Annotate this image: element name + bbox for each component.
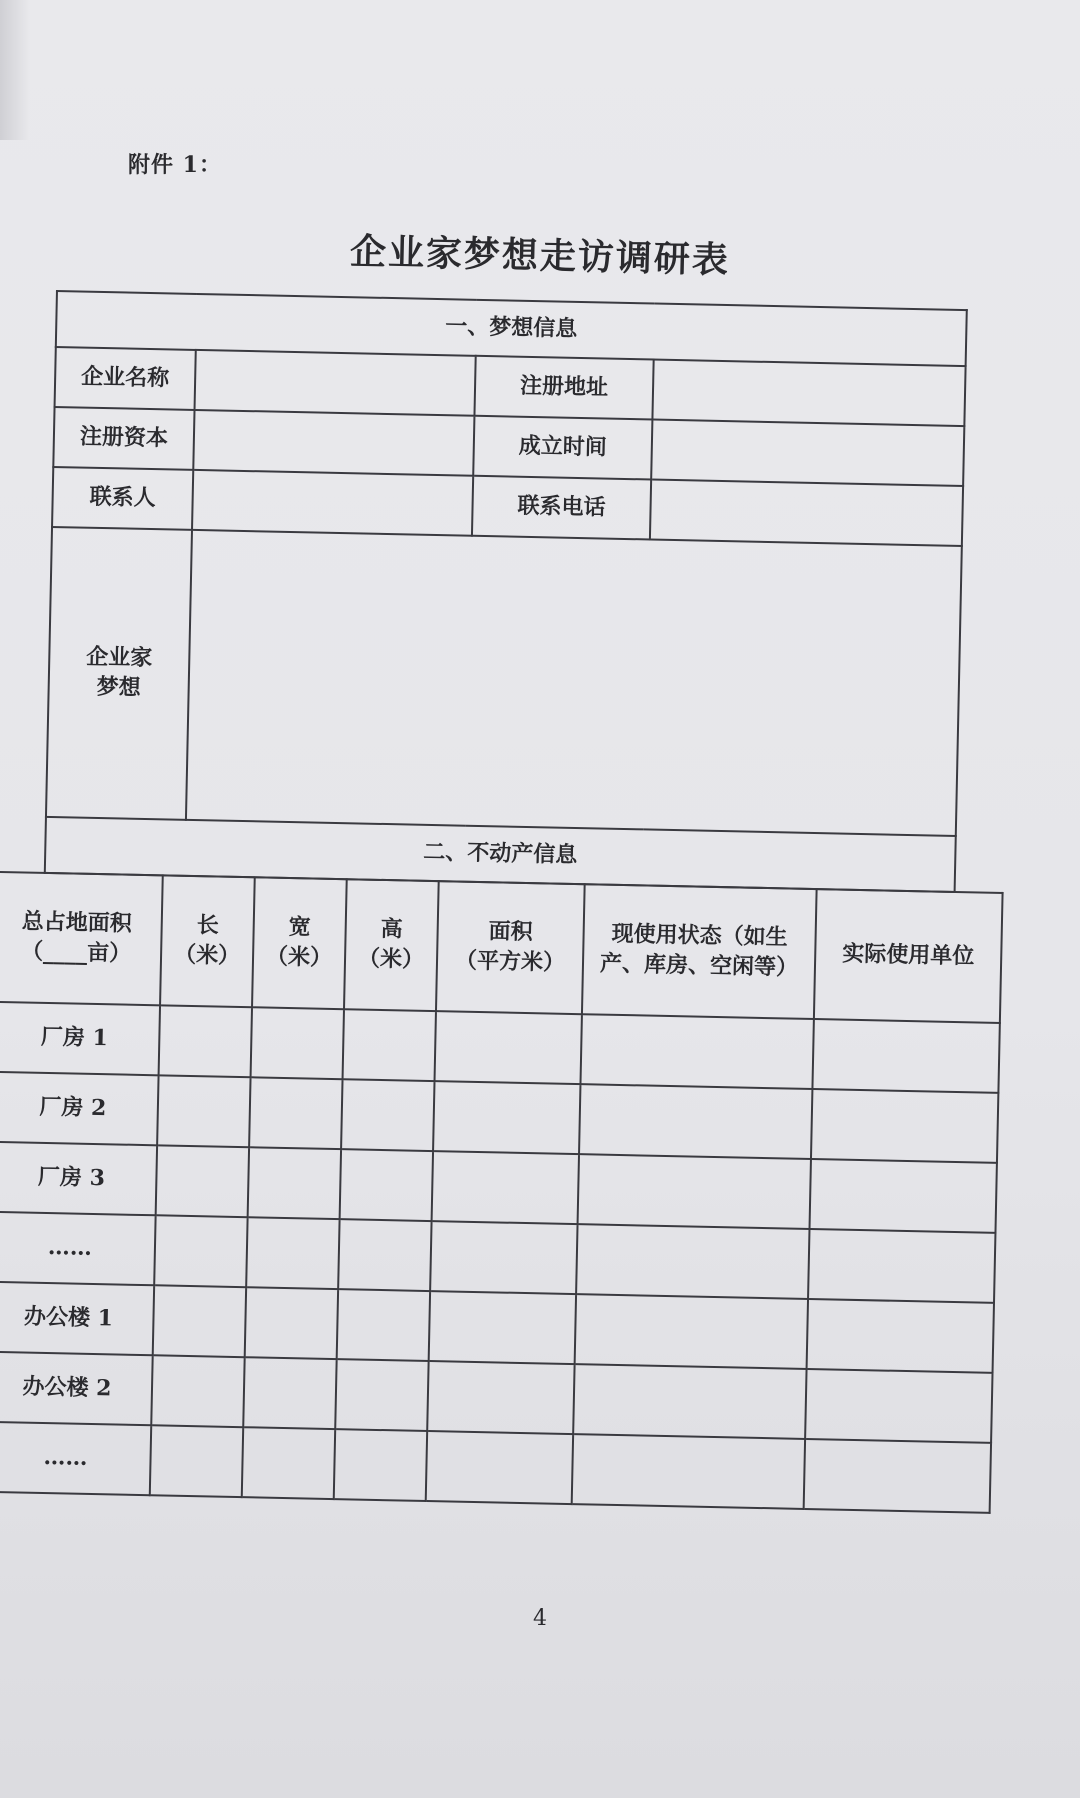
row-label: 办公楼 1: [0, 1282, 154, 1356]
phone-field[interactable]: [650, 480, 963, 547]
height-cell[interactable]: [343, 1009, 436, 1081]
length-cell[interactable]: [159, 1005, 252, 1077]
row-label: 厂房 3: [0, 1142, 157, 1216]
header-area: [436, 881, 585, 1014]
height-cell[interactable]: [340, 1149, 433, 1221]
reg-address-label: 注册地址: [474, 356, 653, 420]
height-cell[interactable]: [335, 1359, 428, 1431]
height-cell[interactable]: [337, 1289, 430, 1361]
header-total-area: [0, 872, 163, 1006]
header-status: [582, 884, 817, 1019]
row-label: 办公楼 2: [0, 1352, 153, 1426]
header-area-line1: 面积: [488, 918, 533, 946]
dream-field[interactable]: [186, 530, 962, 836]
header-unit: 实际使用单位: [814, 889, 1003, 1023]
unit-cell[interactable]: [810, 1159, 997, 1233]
established-label: 成立时间: [473, 416, 652, 480]
section2-heading: 二、不动产信息: [45, 817, 956, 892]
real-estate-table: [0, 871, 1004, 1514]
status-cell[interactable]: [576, 1224, 809, 1299]
height-cell[interactable]: [338, 1219, 431, 1291]
unit-cell[interactable]: [808, 1229, 995, 1303]
unit-cell[interactable]: [807, 1299, 994, 1373]
area-cell[interactable]: [432, 1151, 579, 1224]
status-cell[interactable]: [580, 1014, 813, 1089]
unit-cell[interactable]: [805, 1369, 992, 1443]
header-area-line2: （平方米）: [454, 947, 566, 976]
width-cell[interactable]: [243, 1357, 336, 1429]
length-cell[interactable]: [150, 1425, 243, 1497]
company-name-label: 企业名称: [55, 347, 196, 410]
header-total-area-line1: 总占地面积: [21, 908, 133, 938]
dream-label: [46, 527, 192, 820]
page-curl-shadow: [0, 0, 30, 140]
header-length: [160, 875, 255, 1007]
header-width-line1: 宽: [288, 914, 311, 941]
document-title: 企业家梦想走访调研表: [349, 230, 731, 282]
reg-capital-label: 注册资本: [53, 407, 194, 470]
height-cell[interactable]: [334, 1429, 427, 1501]
header-total-area-line2: （____亩）: [20, 938, 132, 967]
width-cell[interactable]: [246, 1217, 339, 1289]
header-width: [252, 877, 347, 1009]
status-cell[interactable]: [578, 1154, 811, 1229]
width-cell[interactable]: [249, 1077, 342, 1149]
established-field[interactable]: [651, 420, 964, 487]
unit-cell[interactable]: [804, 1439, 991, 1513]
length-cell[interactable]: [157, 1075, 250, 1147]
header-height: [344, 879, 439, 1011]
length-cell[interactable]: [154, 1215, 247, 1287]
survey-form: [20, 290, 1016, 1514]
header-height-line1: 高: [380, 916, 403, 943]
section1-heading: 一、梦想信息: [56, 291, 967, 366]
contact-field[interactable]: [192, 470, 473, 536]
height-cell[interactable]: [341, 1079, 434, 1151]
dream-info-table: [44, 290, 968, 893]
row-label: 厂房 1: [0, 1002, 160, 1076]
page-number: 4: [533, 1606, 547, 1631]
contact-label: 联系人: [52, 467, 193, 530]
reg-address-field[interactable]: [652, 360, 965, 427]
width-cell[interactable]: [251, 1007, 344, 1079]
dream-label-line2: 梦想: [96, 673, 141, 701]
area-cell[interactable]: [433, 1081, 580, 1154]
area-cell[interactable]: [426, 1431, 573, 1504]
width-cell[interactable]: [245, 1287, 338, 1359]
unit-cell[interactable]: [811, 1089, 998, 1163]
width-cell[interactable]: [242, 1427, 335, 1499]
header-status-line2: 产、库房、空闲等）: [599, 950, 799, 981]
unit-cell[interactable]: [812, 1019, 999, 1093]
area-cell[interactable]: [427, 1361, 574, 1434]
row-label: 厂房 2: [0, 1072, 159, 1146]
header-status-line1: 现使用状态（如生: [611, 921, 788, 951]
status-cell[interactable]: [572, 1434, 805, 1509]
status-cell[interactable]: [575, 1294, 808, 1369]
row-label: ……: [0, 1422, 151, 1496]
area-cell[interactable]: [429, 1291, 576, 1364]
header-height-line2: （米）: [357, 945, 425, 973]
area-cell[interactable]: [430, 1221, 577, 1294]
width-cell[interactable]: [248, 1147, 341, 1219]
header-length-line1: 长: [196, 912, 219, 939]
length-cell[interactable]: [156, 1145, 249, 1217]
status-cell[interactable]: [579, 1084, 812, 1159]
phone-label: 联系电话: [472, 476, 651, 540]
length-cell[interactable]: [153, 1285, 246, 1357]
reg-capital-field[interactable]: [193, 410, 474, 476]
status-cell[interactable]: [573, 1364, 806, 1439]
attachment-label: 附件 1：: [128, 152, 222, 178]
company-name-field[interactable]: [195, 350, 476, 416]
length-cell[interactable]: [151, 1355, 244, 1427]
area-cell[interactable]: [435, 1011, 582, 1084]
header-width-line2: （米）: [265, 943, 333, 971]
dream-label-line1: 企业家: [86, 644, 153, 672]
header-length-line2: （米）: [173, 941, 241, 969]
row-label: ……: [0, 1212, 156, 1286]
property-rows: [0, 1002, 1000, 1513]
